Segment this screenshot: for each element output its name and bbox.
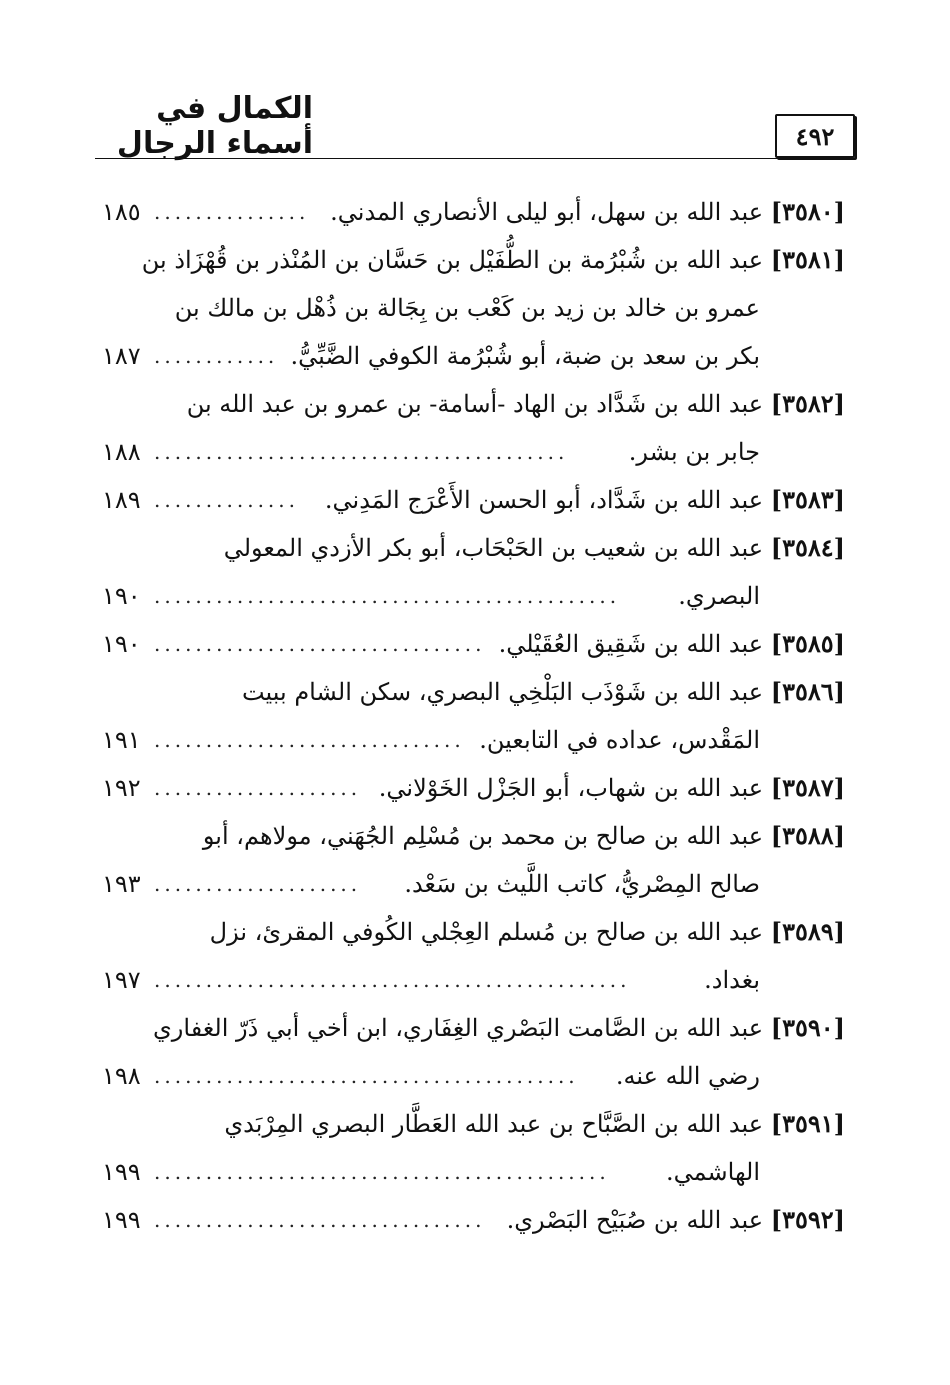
entry-page-number: ١٨٧ <box>102 342 141 370</box>
entry-text <box>379 764 845 812</box>
index-entry-line <box>102 188 845 236</box>
entry-number: [٣٥٨٣] <box>770 485 845 514</box>
entry-name: عبد الله بن شَدَّاد بن الهاد -أسامة- بن عمرو بن عبد الله بن <box>186 390 764 418</box>
index-entry-line <box>102 332 845 380</box>
entry-text <box>499 620 845 668</box>
index-entry-line <box>102 284 845 332</box>
entry-name: عبد الله بن شَقِيق العُقَيْلي. <box>498 630 764 658</box>
entry-text <box>203 812 845 860</box>
index-entry-line <box>102 524 845 572</box>
index-entry-line <box>102 812 845 860</box>
entry-number: [٣٥٩٠] <box>770 1013 845 1042</box>
entry-text <box>629 428 760 476</box>
entry-page-number: ١٨٨ <box>102 438 141 466</box>
entry-name: عمرو بن خالد بن زيد بن كَعْب بن بِجَالة بن ذُهْل بن مالك بن <box>174 294 760 322</box>
entry-name: بغداد. <box>704 966 760 994</box>
entry-text <box>507 1196 845 1244</box>
index-entry-line <box>102 764 845 812</box>
entry-text <box>153 1004 845 1052</box>
index-entry-line <box>102 236 845 284</box>
dot-leader: .................... <box>154 776 362 800</box>
dot-leader: ............................................ <box>154 1160 610 1184</box>
entry-page-number: ١٩٠ <box>102 630 141 658</box>
entry-name: عبد الله بن الصَّبَّاح بن عبد الله العَطَّار البصري المِرْبَدي <box>224 1110 764 1138</box>
index-entry-line <box>102 668 845 716</box>
entry-page-number: ١٩٩ <box>102 1206 141 1234</box>
entry-name: البصري. <box>678 582 760 610</box>
dot-leader: ............ <box>154 344 279 368</box>
dot-leader: .............................................. <box>154 968 631 992</box>
entry-text <box>224 524 845 572</box>
entry-page-number: ١٨٥ <box>102 198 141 226</box>
entry-name: المَقْدس، عداده في التابعين. <box>479 726 760 754</box>
dot-leader: ............................................. <box>154 584 621 608</box>
entry-number: [٣٥٨٤] <box>770 533 845 562</box>
entry-page-number: ١٩٢ <box>102 774 141 802</box>
entry-text <box>330 188 845 236</box>
dot-leader: ........................................ <box>154 440 569 464</box>
index-entry-line <box>102 476 845 524</box>
entry-page-number: ١٩١ <box>102 726 141 754</box>
entry-number: [٣٥٨٥] <box>770 629 845 658</box>
entry-name: عبد الله بن شُبْرُمة بن الطُّفَيْل بن حَسَّان بن المُنْذر بن قُهْزَاذ بن <box>141 246 764 274</box>
entry-number: [٣٥٩١] <box>770 1109 845 1138</box>
dot-leader: ................................ <box>154 1208 486 1232</box>
dot-leader: ................................ <box>154 632 486 656</box>
entry-name: عبد الله بن شَدَّاد، أبو الحسن الأَعْرَج المَدِني. <box>324 486 764 514</box>
index-entry-line <box>102 956 845 1004</box>
entry-name: عبد الله بن صُبَيْح البَصْري. <box>506 1206 764 1234</box>
entry-text <box>175 284 760 332</box>
index-entry-line <box>102 620 845 668</box>
dot-leader: .................... <box>154 872 362 896</box>
entry-page-number: ١٩٧ <box>102 966 141 994</box>
entry-text <box>142 236 845 284</box>
dot-leader: ............... <box>154 200 310 224</box>
entry-name: عبد الله بن صالح بن مُسلم العِجْلي الكُوفي المقرئ، نزل <box>209 918 764 946</box>
index-entry-line <box>102 572 845 620</box>
entry-name: صالح المِصْريُّ، كاتب اللَّيث بن سَعْد. <box>404 870 760 898</box>
dot-leader: ......................................... <box>154 1064 579 1088</box>
index-entry-line <box>102 860 845 908</box>
entry-name: عبد الله بن الصَّامت البَصْري الغِفَاري، ابن أخي أبي ذَرّ الغفاري <box>153 1014 764 1042</box>
entry-number: [٣٥٨٨] <box>770 821 845 850</box>
entry-text <box>666 1148 760 1196</box>
index-list <box>102 188 845 1244</box>
entry-text <box>291 332 760 380</box>
entry-name: بكر بن سعد بن ضبة، أبو شُبْرُمة الكوفي الضَّبِّيُّ. <box>290 342 760 370</box>
entry-page-number: ١٩٠ <box>102 582 141 610</box>
entry-text <box>678 572 760 620</box>
entry-text <box>404 860 760 908</box>
entry-text <box>187 380 845 428</box>
index-entry-line <box>102 1004 845 1052</box>
entry-page-number: ١٩٩ <box>102 1158 141 1186</box>
entry-number: [٣٥٨٢] <box>770 389 845 418</box>
index-entry-line <box>102 1100 845 1148</box>
header-divider <box>95 158 855 159</box>
index-entry-line <box>102 1148 845 1196</box>
entry-name: جابر بن بشر. <box>628 438 760 466</box>
entry-name: عبد الله بن صالح بن محمد بن مُسْلِم الجُهَني، مولاهم، أبو <box>202 822 764 850</box>
entry-number: [٣٥٨٩] <box>770 917 845 946</box>
entry-page-number: ١٨٩ <box>102 486 141 514</box>
index-entry-line <box>102 428 845 476</box>
entry-number: [٣٥٨٠] <box>770 197 845 226</box>
index-entry-line <box>102 380 845 428</box>
page-header <box>95 92 855 162</box>
entry-text <box>325 476 845 524</box>
entry-text <box>224 1100 845 1148</box>
entry-text <box>479 716 760 764</box>
entry-number: [٣٥٨٦] <box>770 677 845 706</box>
entry-name: عبد الله بن شَوْذَب البَلْخِي البصري، سكن الشام ببيت <box>241 678 764 706</box>
entry-number: [٣٥٨١] <box>770 245 845 274</box>
entry-page-number: ١٩٣ <box>102 870 141 898</box>
entry-text <box>242 668 845 716</box>
entry-name: عبد الله بن شهاب، أبو الجَزْل الخَوْلاني. <box>378 774 764 802</box>
index-entry-line <box>102 1196 845 1244</box>
entry-page-number: ١٩٨ <box>102 1062 141 1090</box>
index-entry-line <box>102 1052 845 1100</box>
entry-name: الهاشمي. <box>666 1158 760 1186</box>
index-entry-line <box>102 716 845 764</box>
dot-leader: .............. <box>154 488 300 512</box>
entry-number: [٣٥٩٢] <box>770 1205 845 1234</box>
book-title: الكمال في أسماء الرجال <box>116 91 313 161</box>
entry-name: عبد الله بن سهل، أبو ليلى الأنصاري المدني. <box>330 198 764 226</box>
dot-leader: .............................. <box>154 728 465 752</box>
entry-name: عبد الله بن شعيب بن الحَبْحَاب، أبو بكر الأزدي المعولي <box>223 534 764 562</box>
entry-text <box>616 1052 760 1100</box>
index-entry-line <box>102 908 845 956</box>
entry-text <box>704 956 760 1004</box>
entry-name: رضي الله عنه. <box>615 1062 760 1090</box>
entry-number: [٣٥٨٧] <box>770 773 845 802</box>
entry-text <box>210 908 845 956</box>
page-number: ٤٩٢ <box>775 114 855 158</box>
